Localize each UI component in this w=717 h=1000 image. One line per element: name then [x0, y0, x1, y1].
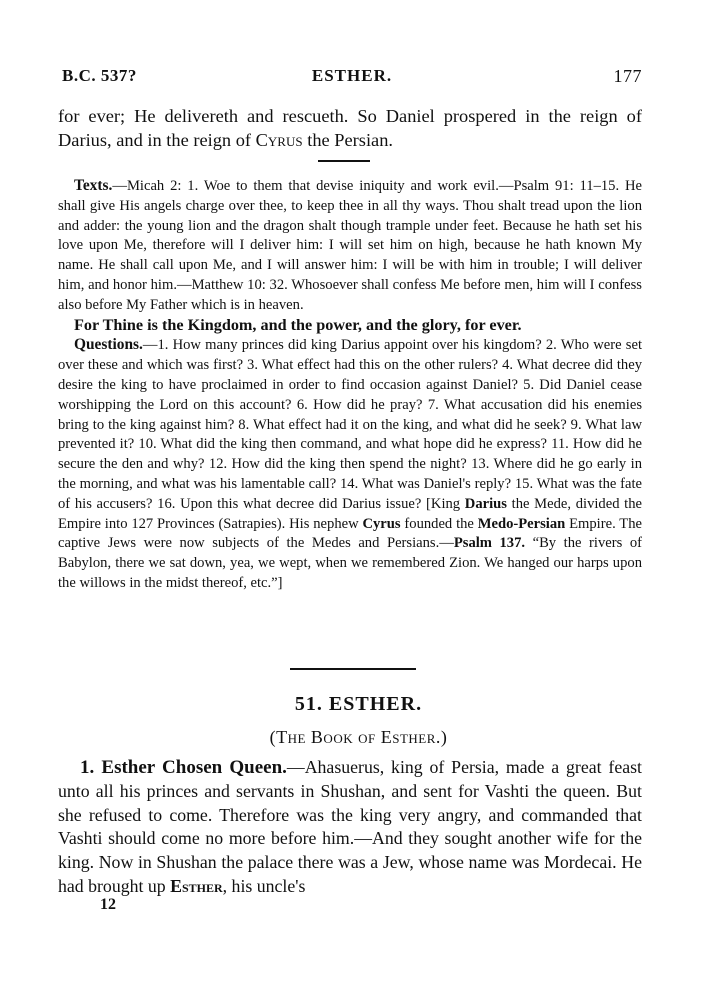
section-body — [58, 756, 642, 899]
section-heading: 1. Esther Chosen Queen. — [80, 757, 287, 778]
empire-name: Medo-Persian — [477, 515, 566, 532]
notes-block — [58, 176, 642, 594]
signature-mark: 12 — [100, 896, 116, 913]
name-darius: Darius — [464, 495, 507, 512]
page-number: 177 — [613, 66, 642, 86]
name-cyrus-note: Cyrus — [362, 515, 401, 532]
date-header: B.C. 537? — [62, 66, 137, 85]
running-head — [62, 66, 642, 88]
name-cyrus: Cyrus — [255, 130, 303, 150]
name-esther: Esther — [170, 875, 223, 896]
questions-body: —1. How many princes did king Darius appoint over his kingdom? 2. Who were set over these and which was first? 3. What effect had this on the other rulers? 4. What decree did they desire the king to have proclaimed in order to find occasion against Daniel? 5. Did Daniel cease worshipping the Lord on this account? 6. How did he pray? 7. What accusation did his enemies bring to the king against him? 8. What effect had it on the king, and what did he seek? 9. What law prevented it? 10. What did the king then command, and what hope did he express? 11. How did he secure the den and why? 12. How did the king then spend the night? 13. Where did he go early in the morning, and what was his lamentable call? 14. What was Daniel's reply? 15. What was the fate of his accusers? 16. Upon this what decree did Darius issue? — [58, 337, 642, 512]
texts-paragraph — [58, 176, 642, 316]
divider-long — [290, 668, 416, 670]
divider-short — [318, 160, 370, 162]
doxology-line: For Thine is the Kingdom, and the power, and the glory, for ever. — [74, 315, 522, 334]
chapter-subtitle: (The Book of Esther.) — [269, 727, 448, 747]
questions-paragraph: Questions.—1. How many princes did king Darius appoint over his kingdom? 2. Who were set over these and which was first? 3. What effect had this on the other rulers? 4. What decree did they desire the king to have proclaimed in order to find occasion against Daniel? 5. Did Daniel cease worshipping the Lord on this account? 6. How did he pray? 7. What accusation did his enemies bring to the king against him? 8. What effect had it on the king, and what did he seek? 9. What law prevented it? 10. What did the king then command, and what hope did he express? 11. How did he secure the den and why? 12. How did the king then spend the night? 13. Where did he go early in the morning, and what was his lamentable call? 14. What was Daniel's reply? 15. What was the fate of his accusers? 16. Upon this what decree did Darius issue? [King Darius the Mede, divided the Empire into 127 Provinces (Satrapies). His nephew Cyrus founded the Medo-Persian Empire. The captive Jews were now subjects of the Medes and Persians.—Psalm 137. “By the rivers of Babylon, there we sat down, yea, we wept, when we remembered Zion. We hanged our harps upon the willows in the midst thereof, etc.”] — [58, 336, 642, 591]
section-paragraph: 1. Esther Chosen Queen.—Ahasuerus, king of Persia, made a great feast unto all his princes and servants in Shushan, and sent for Vashti the queen. But she refused to come. Therefore was the king very angry, and commanded that Vashti should come no more before him.—And they sought another wife for the king. Now in Shushan the palace there was a Jew, whose name was Mordecai. He had brought up Esther, his uncle's — [58, 757, 642, 896]
questions-label: Questions. — [74, 336, 143, 354]
psalm-reference: Psalm 137. — [453, 535, 526, 552]
opening-paragraph: for ever; He delivereth and rescueth. So Daniel prospered in the reign of Darius, and in the reign of Cyrus the Persian. — [58, 106, 642, 150]
chapter-header: ESTHER. — [311, 66, 393, 85]
chapter-title: 51. ESTHER. — [294, 693, 423, 715]
texts-body: —Micah 2: 1. Woe to them that devise iniquity and work evil.—Psalm 91: 11–15. He shall give His angels charge over thee, to keep thee in all thy ways. Thou shalt tread upon the lion and adder: the young lion and the dragon shalt though trample under feet. Because he hath set his love upon Me, therefore will I deliver him: I will set him on high, because he hath known My name. He shall call upon Me, and I will answer him: I will be with him in trouble; I will deliver him, and honor him.—Matthew 10: 32. Whosoever shall confess Me before men, him will I confess also before My Father which is in heaven. — [58, 178, 642, 313]
texts-label: Texts. — [74, 177, 113, 194]
